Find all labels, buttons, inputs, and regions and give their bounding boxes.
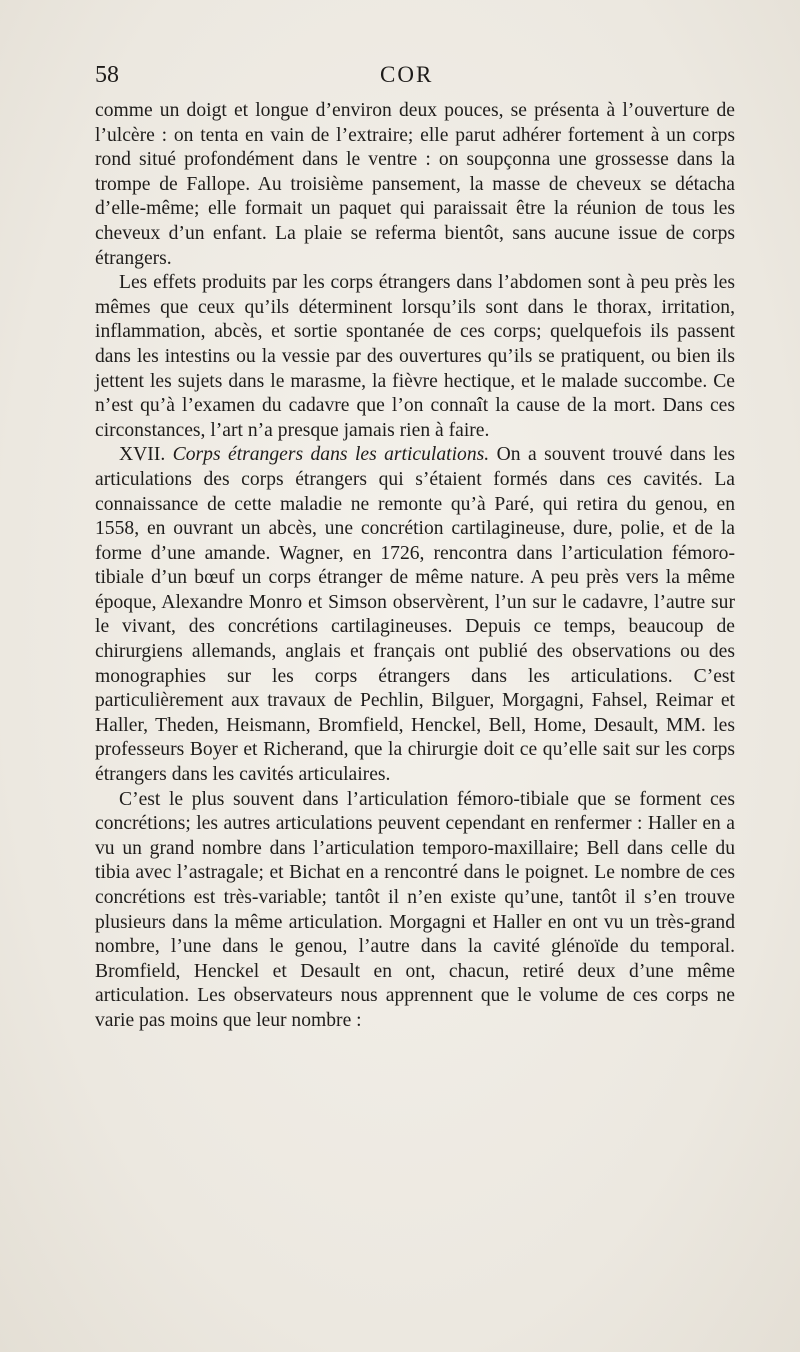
paragraph-text: C’est le plus souvent dans l’articulation fémoro-tibiale que se forment ces concrétions; les autres articulations peuvent cependant en renfermer : Haller en a vu un grand nombre dans l’articulation temporo-maxillaire; Bell dans celle du tibia avec l’astragale; et Bichat en a rencontré dans le poignet. Le nombre de ces concrétions est très-variable; tantôt il n’en existe qu’une, tantôt il s’en trouve plusieurs dans la même articulation. Morgagni et Haller en ont vu un très-grand nombre, l’une dans le genou, l’autre dans la cavité glénoïde du temporal. Bromfield, Henckel et Desault en ont, chacun, retiré deux d’une même articulation. Les observateurs nous apprennent que le volume de ces corps ne varie pas moins que leur nombre : (95, 788, 735, 1031)
section-number: XVII. (119, 444, 166, 466)
paragraph-abdomen-effects (95, 271, 735, 443)
paragraph-text: On a souvent trouvé dans les articulations des corps étrangers qui s’étaient formés dans ces cavités. La connaissance de cette maladie ne remonte qu’à Paré, qui retira du genou, en 1558, en ouvrant un abcès, une concrétion cartilagineuse, dure, polie, et de la forme d’une amande. Wagner, en 1726, rencontra dans l’articulation fémoro-tibiale d’un bœuf un corps étranger de même nature. A peu près vers la même époque, Alexandre Monro et Simson observèrent, l’un sur le cadavre, l’autre sur le vivant, des concrétions cartilagineuses. Depuis ce temps, beaucoup de chirurgiens allemands, anglais et français ont publié des observations ou des monographies sur les corps étrangers dans les articulations. C’est particulièrement aux travaux de Pechlin, Bilguer, Morgagni, Fahsel, Reimar et Haller, Theden, Heismann, Bromfield, Henckel, Bell, Home, Desault, MM. les professeurs Boyer et Richerand, que la chirurgie doit ce qu’elle sait sur les corps étrangers dans les cavités articulaires. (95, 444, 735, 786)
page-header (95, 62, 735, 96)
section-title: Corps étrangers dans les articulations. (172, 444, 490, 466)
paragraph-continuation (95, 99, 735, 271)
paragraph-text: comme un doigt et longue d’environ deux pouces, se présenta à l’ouverture de l’ulcère : on tenta en vain de l’extraire; elle parut adhérer fortement à un corps rond situé profondément dans le ventre : on soupçonna une grossesse dans la trompe de Fallope. Au troisième pansement, la masse de cheveux se détacha d’elle-même; elle formait un paquet qui paraissait être la réunion de tous les cheveux d’un enfant. La plaie se referma bientôt, sans aucune issue de corps étrangers. (95, 100, 735, 269)
running-head: COR (380, 62, 434, 87)
paragraph-femoro-tibial (95, 788, 735, 1034)
paragraph-text: Les effets produits par les corps étrangers dans l’abdomen sont à peu près les mêmes que ceux qu’ils déterminent lorsqu’ils sont dans le thorax, irritation, inflammation, abcès, et sortie spontanée de ces corps; quelquefois ils passent dans les intestins ou la vessie par des ouvertures qu’ils se pratiquent, ou bien ils jettent les sujets dans le marasme, la fièvre hectique, et le malade succombe. Ce n’est qu’à l’examen du cadavre que l’on connaît la cause de la mort. Dans ces circonstances, l’art n’a presque jamais rien à faire. (95, 272, 735, 441)
paragraph-section-xvii (95, 443, 735, 787)
body-text (95, 99, 735, 1034)
page-number: 58 (95, 62, 119, 88)
